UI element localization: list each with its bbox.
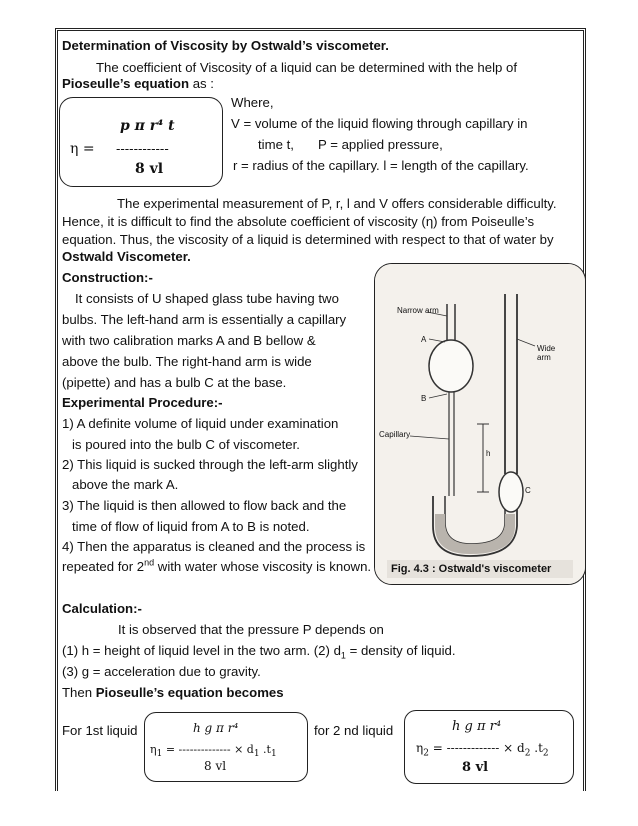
calculation-line: It is observed that the pressure P depends on [118,622,384,637]
calculation-heading: Calculation:- [62,601,142,616]
construction-line: with two calibration marks A and B bellow & [62,333,316,348]
subscript: 2 [542,748,549,759]
viscometer-figure [374,263,586,585]
calc-text: = density of liquid. [345,643,456,658]
formula1-body [150,741,277,758]
calc-text: (1) h = height of liquid level in the two arm. (2) d [62,643,341,658]
where-radius: r = radius of the capillary. l = length of the capillary. [233,158,529,173]
para-line: equation. Thus, the viscosity of a liquid is determined with respect to that of water by [62,232,554,247]
second-liquid-label: for 2 nd liquid [314,723,394,738]
procedure-line: 2) This liquid is sucked through the left-arm slightly [62,457,358,472]
procedure-last-prefix: repeated for 2 [62,559,145,574]
calculation-line-2 [62,642,456,659]
para-line: The experimental measurement of P, r, l and V offers considerable difficulty. [117,196,557,211]
calc-bold: Pioseulle’s equation becomes [95,685,284,700]
label-narrow-arm: Narrow arm [397,306,439,315]
calculation-line: (3) g = acceleration due to gravity. [62,664,261,679]
where-label: Where, [231,95,274,110]
procedure-line: is poured into the bulb C of viscometer. [72,437,300,452]
subscript: 1 [270,749,277,760]
where-volume: V = volume of the liquid flowing through capillary in [231,116,528,131]
intro-line: The coefficient of Viscosity of a liquid can be determined with the help of [96,60,518,75]
intro-line-2 [62,75,214,92]
f1-mid: = -------------- × d [162,743,254,756]
procedure-line: above the mark A. [72,477,179,492]
procedure-line: 1) A definite volume of liquid under examination [62,416,339,431]
f2-t: .t [530,741,543,755]
procedure-last-line [62,558,371,575]
f2-lhs: η [416,741,424,755]
formula2-numerator: h g π r⁴ [452,719,502,734]
where-pressure: P = applied pressure, [318,137,443,152]
formula1-numerator: h g π r⁴ [193,721,239,735]
superscript: nd [144,557,155,568]
para-bold-line: Ostwald Viscometer. [62,249,191,264]
procedure-line: time of flow of liquid from A to B is noted. [72,519,310,534]
subscript: 2 [524,748,531,759]
calc-text: Then [62,685,96,700]
construction-line: It consists of U shaped glass tube having two [75,291,339,306]
f1-lhs: η [150,743,157,756]
formula2-denominator: 8 vl [462,760,489,775]
label-capillary: Capillary [379,430,411,439]
label-h: h [486,449,491,458]
page-title: Determination of Viscosity by Ostwald’s viscometer. [62,38,389,53]
construction-heading: Construction:- [62,270,153,285]
procedure-heading: Experimental Procedure:- [62,395,223,410]
para-line: Hence, it is difficult to find the absolute coefficient of viscosity (η) from Poiseulle’s [62,214,535,229]
formula-lhs: η = [70,141,95,157]
f1-t: .t [259,743,271,756]
subscript: 2 [423,748,429,759]
construction-line: (pipette) and has a bulb C at the base. [62,375,287,390]
formula-denominator: 8 vl [135,161,164,177]
label-a: A [421,335,427,344]
procedure-line: 4) Then the apparatus is cleaned and the process is [62,539,366,554]
formula-bar: ------------ [116,142,169,157]
procedure-line: 3) The liquid is then allowed to flow back and the [62,498,347,513]
subscript: 1 [340,650,346,661]
formula1-denominator: 8 vl [204,759,227,773]
construction-line: above the bulb. The right-hand arm is wide [62,354,312,369]
procedure-last-suffix: with water whose viscosity is known. [154,559,372,574]
label-wide-arm: Wide arm [537,344,556,362]
subscript: 1 [156,749,163,760]
subscript: 1 [253,749,260,760]
f2-mid: = ------------- × d [428,741,525,755]
where-time: time t, [258,137,294,152]
formula-numerator: p π r⁴ t [120,118,175,134]
figure-caption: Fig. 4.3 : Ostwald's viscometer [391,563,552,575]
intro-suffix: as : [189,76,214,91]
equation-name: Pioseulle’s equation [62,76,190,91]
label-b: B [421,394,427,403]
label-c: C [525,486,531,495]
first-liquid-label: For 1st liquid [62,723,138,738]
calculation-line-4 [62,684,284,701]
construction-line: bulbs. The left-hand arm is essentially a capillary [62,312,347,327]
formula2-body [416,740,549,757]
